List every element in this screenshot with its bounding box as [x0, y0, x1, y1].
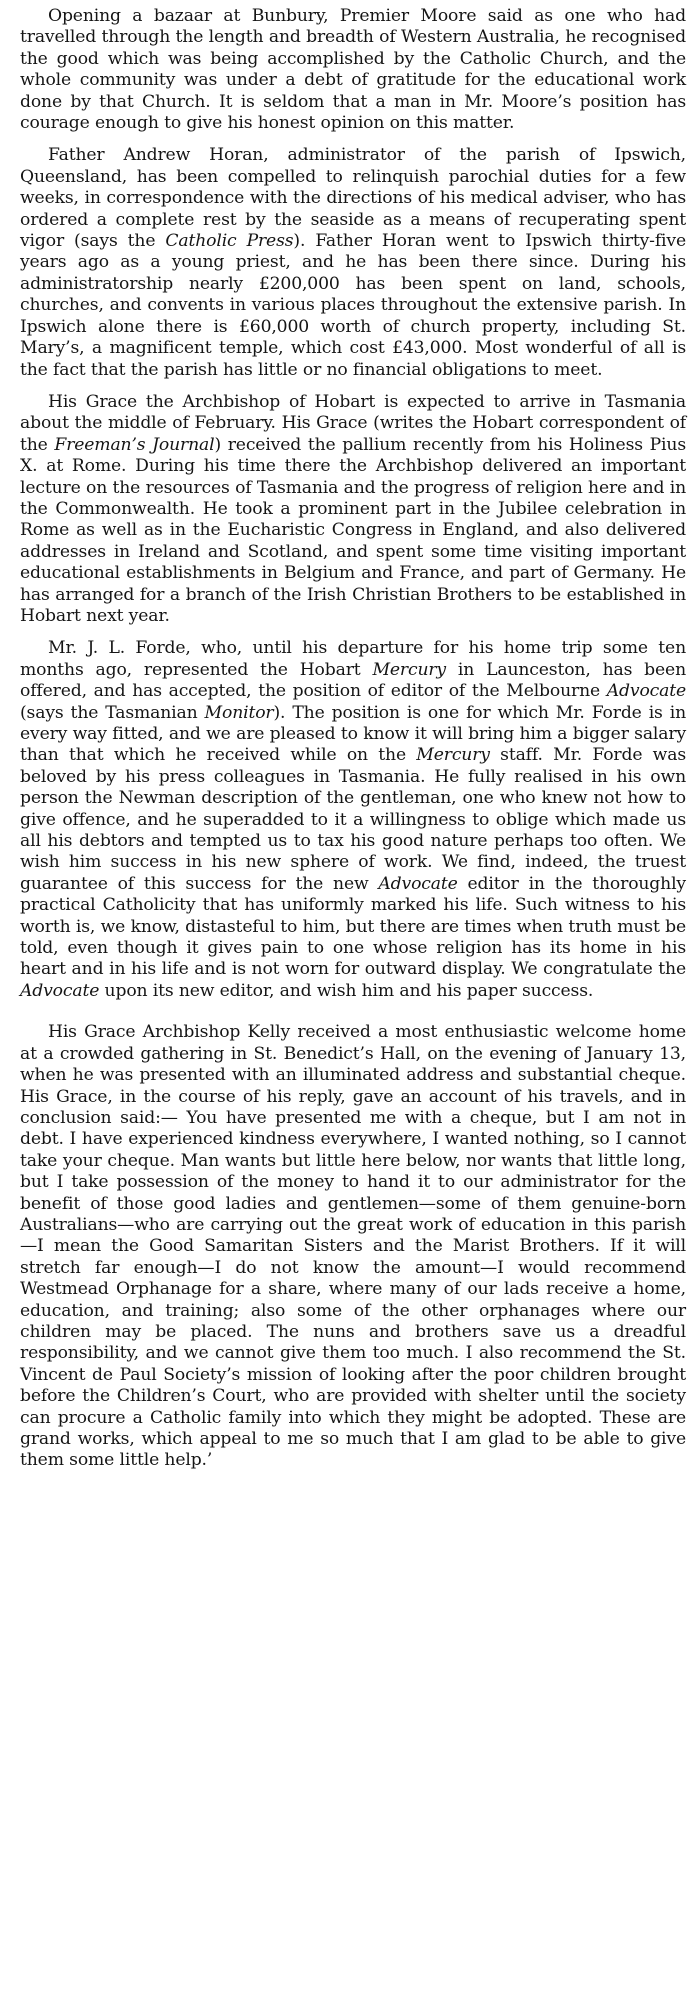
- paragraph-bunbury-bazaar: [20, 6, 686, 134]
- italic-publication-name: Catholic Press: [165, 231, 294, 252]
- paragraph-text: ). Father Horan went to Ipswich thirty-five years ago as a young priest, and he has been there since. During his administratorship nearly £200,000 has been spent on land, schools, churches, and convents in various places throughout the extensive parish. In Ipswich alone there is £60,000 worth of church property, including St. Mary’s, a magnificent temple, which cost £43,000. Most wonderful of all is the fact that the parish has little or no financial obligations to meet.: [20, 231, 686, 380]
- paragraph-archbishop-kelly: [20, 1022, 686, 1472]
- paragraph-text: upon its new editor, and wish him and his paper success.: [99, 980, 594, 1001]
- italic-publication-name: Advocate: [606, 681, 686, 702]
- paragraph-text: His Grace the Archbishop of Hobart is expected to arrive in Tasmania about the middle of February. His Grace (writes the Hobart correspondent of the: [20, 391, 686, 455]
- paragraph-jl-forde: [20, 638, 686, 1002]
- paragraph-father-horan: [20, 145, 686, 380]
- paragraph-text: Opening a bazaar at Bunbury, Premier Moore said as one who had travelled through the length and breadth of Western Australia, he recognised the good which was being accomplished by the Catholic Church, and the whole community was under a debt of gratitude for the educational work done by that Church. It is seldom that a man in Mr. Moore’s position has courage enough to give his honest opinion on this matter.: [20, 6, 686, 134]
- italic-publication-name: Mercury: [416, 745, 490, 766]
- italic-publication-name: Freeman’s Journal: [54, 434, 215, 455]
- paragraph-text: (says the Tasmanian: [20, 702, 205, 723]
- italic-publication-name: Advocate: [20, 980, 100, 1001]
- paragraph-text: His Grace Archbishop Kelly received a most enthusiastic welcome home at a crowded gathering in St. Benedict’s Hall, on the evening of January 13, when he was presented with an illuminated address and substantial cheque. His Grace, in the course of his reply, gave an account of his travels, and in conclusion said:— You have presented me with a cheque, but I am not in debt. I have experienced kindness everywhere, I wanted nothing, so I cannot take your cheque. Man wants but little here below, nor wants that little long, but I take possession of the money to hand it to our administrator for the benefit of those good ladies and gentlemen—some of them genuine-born Australians—who are carrying out the great work of education in this parish—I mean the Good Samaritan Sisters and the Marist Brothers. If it will stretch far enough—I do not know the amount—I would recommend Westmead Orphanage for a share, where many of our lads receive a home, education, and training; also some of the other orphanages where our children may be placed. The nuns and brothers save us a dreadful responsibility, and we cannot give them too much. I also recommend the St. Vincent de Paul Society’s mission of looking after the poor children brought before the Children’s Court, who are provided with shelter until the society can procure a Catholic family into which they might be adopted. These are grand works, which appeal to me so much that I am glad to be able to give them some little help.’: [20, 1022, 686, 1471]
- paragraph-text: ) received the pallium recently from his Holiness Pius X. at Rome. During his time there the Archbishop delivered an important lecture on the resources of Tasmania and the progress of religion here and in the Commonwealth. He took a prominent part in the Jubilee celebration in Rome as well as in the Eucharistic Congress in England, and also delivered addresses in Ireland and Scotland, and spent some time visiting important educational establishments in Belgium and France, and part of Germany. He has arranged for a branch of the Irish Christian Brothers to be established in Hobart next year.: [20, 434, 686, 626]
- paragraph-text: staff. Mr. Forde was beloved by his press colleagues in Tasmania. He fully realised in his own person the Newman description of the gentleman, one who knew not how to give offence, and he superadded to it a willingness to oblige which made us all his debtors and tempted us to tax his good nature perhaps too often. We wish him success in his new sphere of work. We find, indeed, the truest guarantee of this success for the new: [20, 745, 686, 894]
- paragraph-text: in Launceston, has been offered, and has accepted, the position of editor of the Melbourne: [20, 659, 686, 702]
- paragraph-text: editor in the thoroughly practical Catholicity that has uniformly marked his life. Such witness to his worth is, we know, distasteful to him, but there are times when truth must be told, even though it gives pain to one whose religion has its home in his heart and in his life and is not worn for outward display. We congratulate the: [20, 873, 686, 980]
- italic-publication-name: Mercury: [372, 659, 446, 680]
- paragraph-text: ). The position is one for which Mr. Forde is in every way fitted, and we are pleased to know it will bring him a bigger salary than that which he received while on the: [20, 702, 686, 766]
- paragraph-text: Mr. J. L. Forde, who, until his departure for his home trip some ten months ago, represented the Hobart: [20, 638, 686, 680]
- italic-publication-name: Monitor: [204, 702, 274, 723]
- paragraph-archbishop-hobart: [20, 392, 686, 627]
- paragraph-text: Father Andrew Horan, administrator of the parish of Ipswich, Queensland, has been compelled to relinquish parochial duties for a few weeks, in correspondence with the directions of his medical adviser, who has ordered a complete rest by the seaside as a means of recuperating spent vigor (says the: [20, 145, 686, 252]
- italic-publication-name: Advocate: [378, 873, 458, 894]
